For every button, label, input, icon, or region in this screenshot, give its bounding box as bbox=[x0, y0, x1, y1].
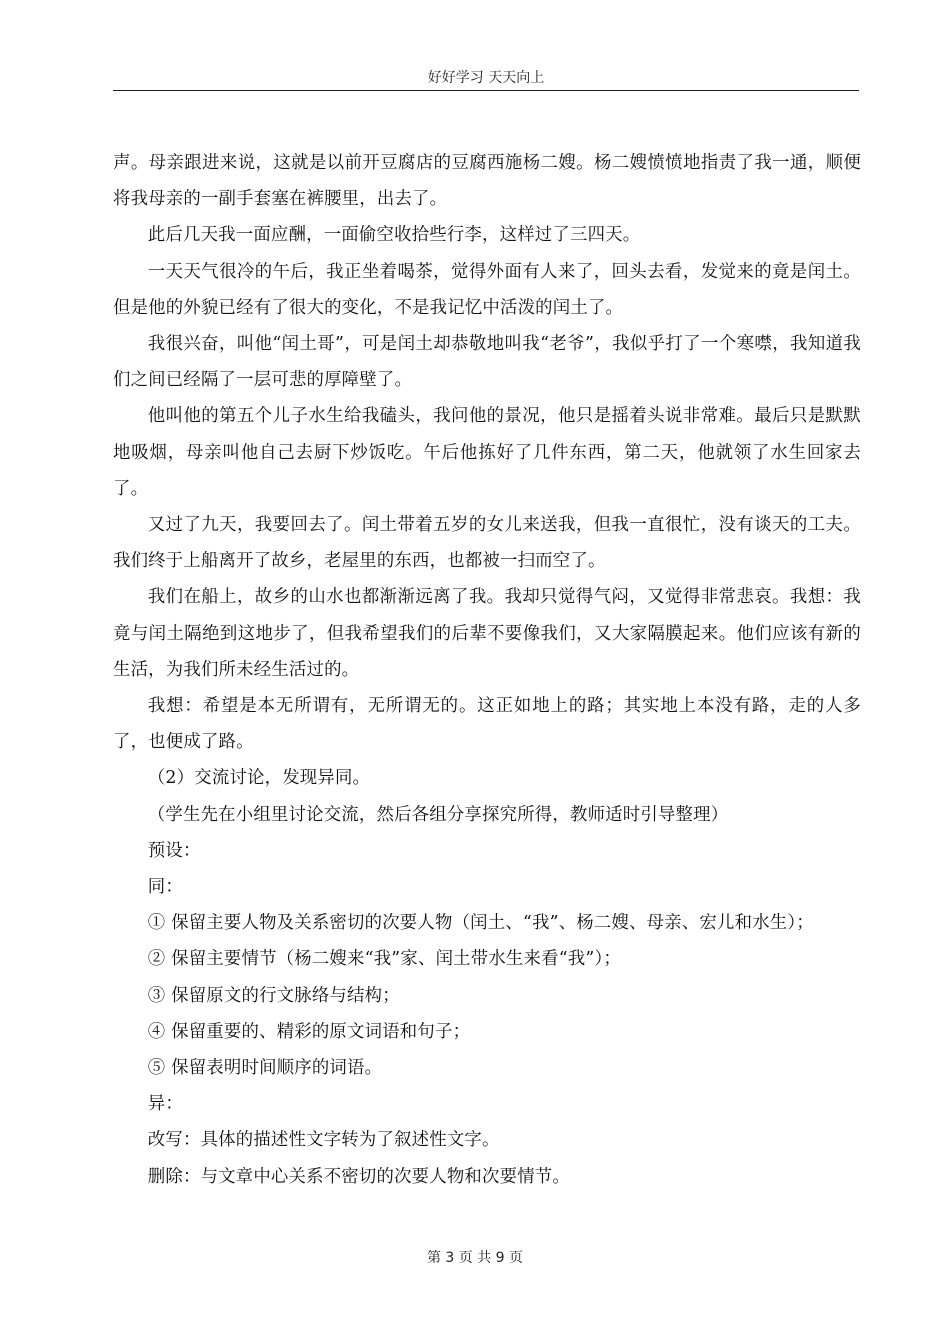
same-item-4: ④ 保留重要的、精彩的原文词语和句子； bbox=[147, 1021, 471, 1042]
same-item-3: ③ 保留原文的行文脉络与结构； bbox=[147, 985, 400, 1006]
diff-item-delete: 删除：与文章中心关系不密切的次要人物和次要情节。 bbox=[147, 1166, 570, 1187]
paragraph-7: 我们在船上，故乡的山水也都渐渐远离了我。我却只觉得气闷，又觉得非常悲哀。我想：我竟与闰土隔绝到这地步了，但我希望我们的后辈不要像我们，又大家隔膜起来。他们应该有新的生活，为我们所未经生活过的。 bbox=[113, 587, 861, 680]
diff-label: 异： bbox=[147, 1094, 183, 1115]
diff-item-rewrite: 改写：具体的描述性文字转为了叙述性文字。 bbox=[147, 1130, 500, 1151]
body-text bbox=[113, 145, 861, 1195]
header-divider bbox=[113, 90, 859, 91]
same-item-5: ⑤ 保留表明时间顺序的词语。 bbox=[147, 1058, 383, 1079]
discussion-heading: （2）交流讨论，发现异同。 bbox=[147, 768, 371, 789]
same-label: 同： bbox=[147, 877, 183, 898]
discussion-note: （学生先在小组里讨论交流，然后各组分享探究所得，教师适时引导整理） bbox=[147, 804, 729, 825]
same-item-1: ① 保留主要人物及关系密切的次要人物（闰土、“我”、杨二嫂、母亲、宏儿和水生）； bbox=[147, 913, 814, 934]
page-header: 好好学习 天天向上 bbox=[427, 70, 545, 86]
paragraph-1: 声。母亲跟进来说，这就是以前开豆腐店的豆腐西施杨二嫂。杨二嫂愤愤地指责了我一通，顺便将我母亲的一副手套塞在裤腰里，出去了。 bbox=[113, 153, 861, 210]
preset-label: 预设： bbox=[147, 840, 201, 861]
paragraph-2: 此后几天我一面应酬，一面偷空收拾些行李，这样过了三四天。 bbox=[147, 225, 641, 246]
paragraph-3: 一天天气很冷的午后，我正坐着喝茶，觉得外面有人来了，回头去看，发觉来的竟是闰土。但是他的外貌已经有了很大的变化，不是我记忆中活泼的闰土了。 bbox=[113, 261, 861, 318]
paragraph-4: 我很兴奋，叫他“闰土哥”，可是闰土却恭敬地叫我“老爷”，我似乎打了一个寒噤，我知道我们之间已经隔了一层可悲的厚障壁了。 bbox=[113, 334, 861, 391]
page-number: 第 3 页 共 9 页 bbox=[426, 1250, 524, 1266]
same-item-2: ② 保留主要情节（杨二嫂来“我”家、闰土带水生来看“我”）； bbox=[147, 949, 621, 970]
paragraph-6: 又过了九天，我要回去了。闰土带着五岁的女儿来送我，但我一直很忙，没有谈天的工夫。我们终于上船离开了故乡，老屋里的东西，也都被一扫而空了。 bbox=[113, 515, 861, 572]
paragraph-5: 他叫他的第五个儿子水生给我磕头，我问他的景况，他只是摇着头说非常难。最后只是默默地吸烟，母亲叫他自己去厨下炒饭吃。午后他拣好了几件东西，第二天，他就领了水生回家去了。 bbox=[113, 406, 861, 499]
paragraph-8: 我想：希望是本无所谓有，无所谓无的。这正如地上的路；其实地上本没有路，走的人多了，也便成了路。 bbox=[113, 696, 861, 753]
